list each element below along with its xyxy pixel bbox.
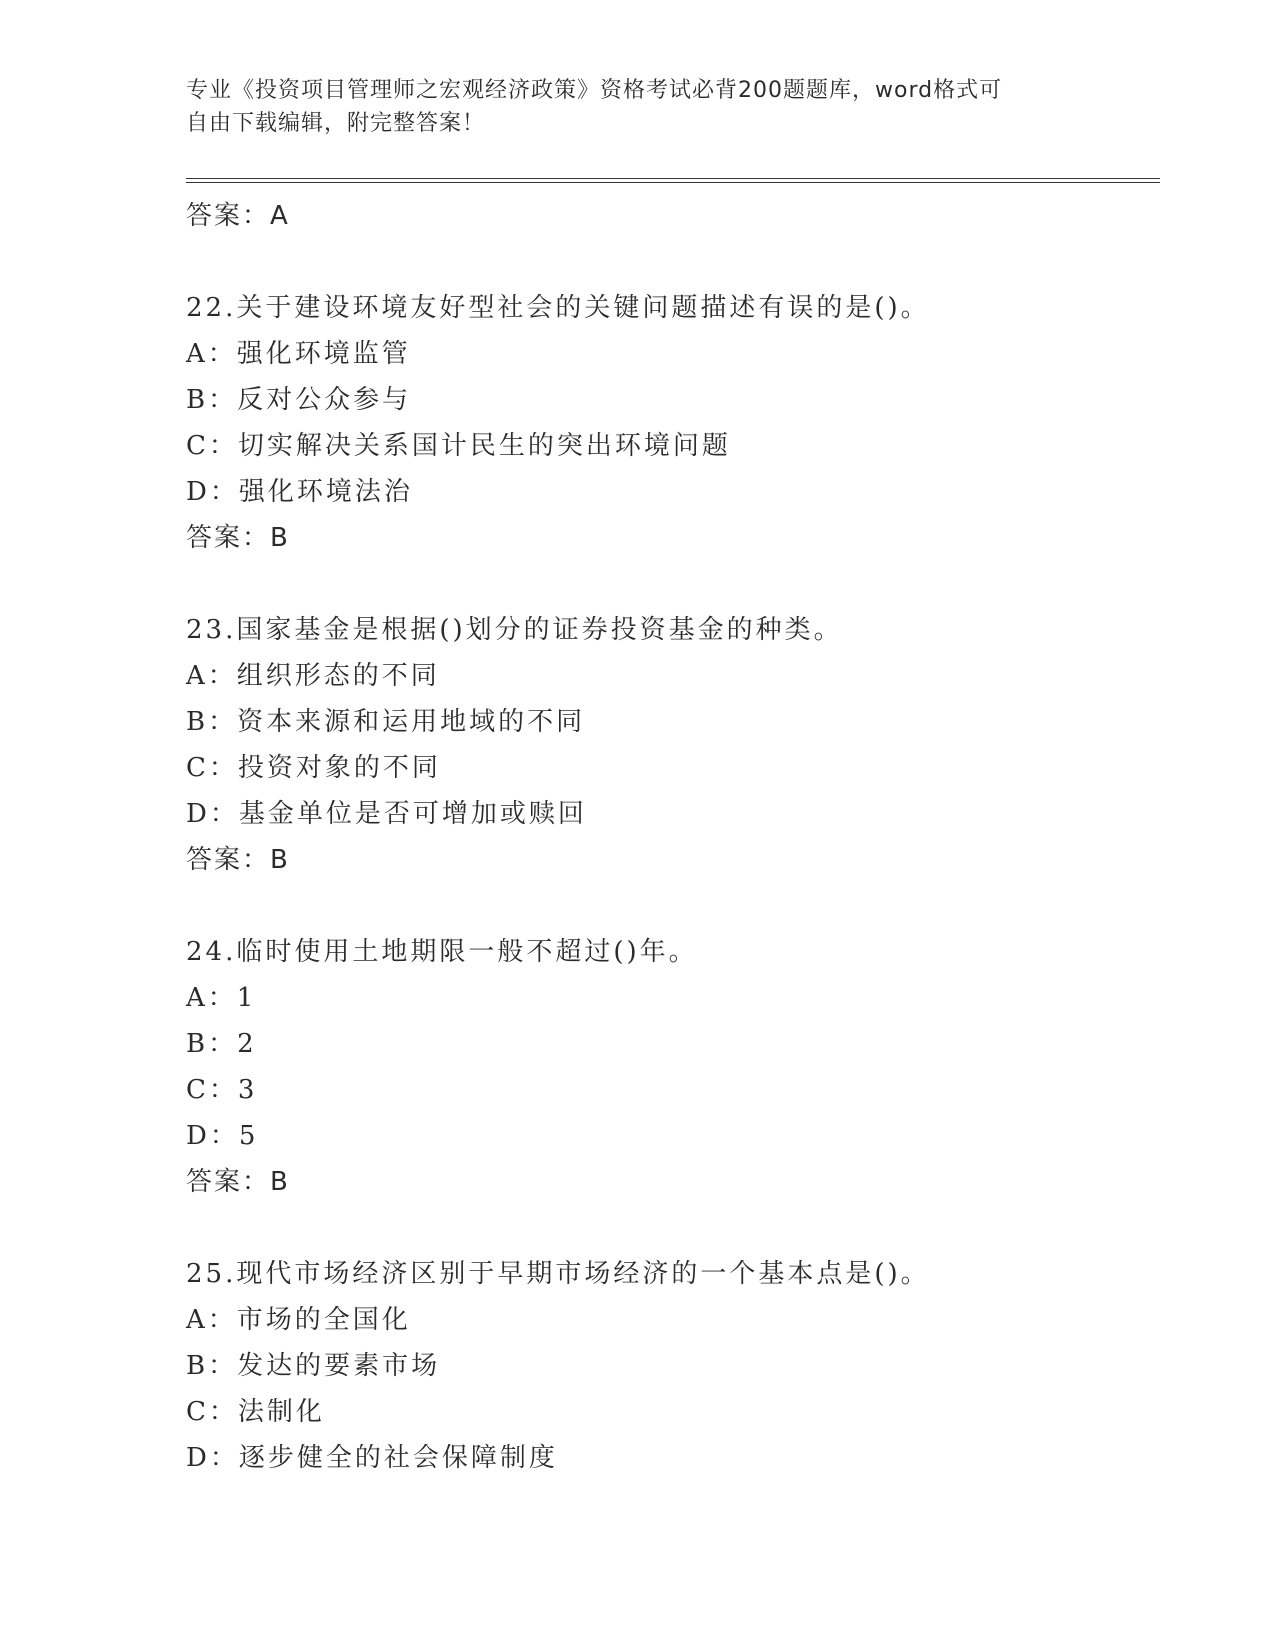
option-c: C：投资对象的不同 <box>186 753 441 783</box>
question-23 <box>186 607 1160 883</box>
answer-line: 答案：B <box>186 845 290 875</box>
option-c: C：3 <box>186 1075 258 1105</box>
answer-line: 答案：B <box>186 523 290 553</box>
option-d: D：5 <box>186 1121 259 1151</box>
question-22 <box>186 285 1160 561</box>
header-line-2: 自由下载编辑，附完整答案！ <box>186 111 486 136</box>
question-stem: 23.国家基金是根据()划分的证券投资基金的种类。 <box>186 615 843 645</box>
option-a: A：强化环境监管 <box>186 339 411 369</box>
option-b: B：资本来源和运用地域的不同 <box>186 707 586 737</box>
question-24 <box>186 929 1160 1205</box>
option-a: A：1 <box>186 983 257 1013</box>
answer-line: 答案：A <box>186 201 290 231</box>
option-d: D：强化环境法治 <box>186 477 413 507</box>
header-line-1: 专业《投资项目管理师之宏观经济政策》资格考试必背200题题库，word格式可 <box>186 78 1003 103</box>
option-d: D：基金单位是否可增加或赎回 <box>186 799 587 829</box>
option-b: B：发达的要素市场 <box>186 1351 441 1381</box>
question-stem: 22.关于建设环境友好型社会的关键问题描述有误的是()。 <box>186 293 930 323</box>
option-a: A：组织形态的不同 <box>186 661 440 691</box>
header-divider <box>186 178 1160 183</box>
option-d: D：逐步健全的社会保障制度 <box>186 1443 558 1473</box>
question-list <box>186 193 1160 1481</box>
option-c: C：法制化 <box>186 1397 325 1427</box>
option-c: C：切实解决关系国计民生的突出环境问题 <box>186 431 731 461</box>
question-stem: 24.临时使用土地期限一般不超过()年。 <box>186 937 698 967</box>
question-stem: 25.现代市场经济区别于早期市场经济的一个基本点是()。 <box>186 1259 930 1289</box>
option-b: B：2 <box>186 1029 257 1059</box>
document-header <box>186 74 1086 140</box>
question-25 <box>186 1251 1160 1481</box>
option-a: A：市场的全国化 <box>186 1305 411 1335</box>
answer-line: 答案：B <box>186 1167 290 1197</box>
option-b: B：反对公众参与 <box>186 385 412 415</box>
